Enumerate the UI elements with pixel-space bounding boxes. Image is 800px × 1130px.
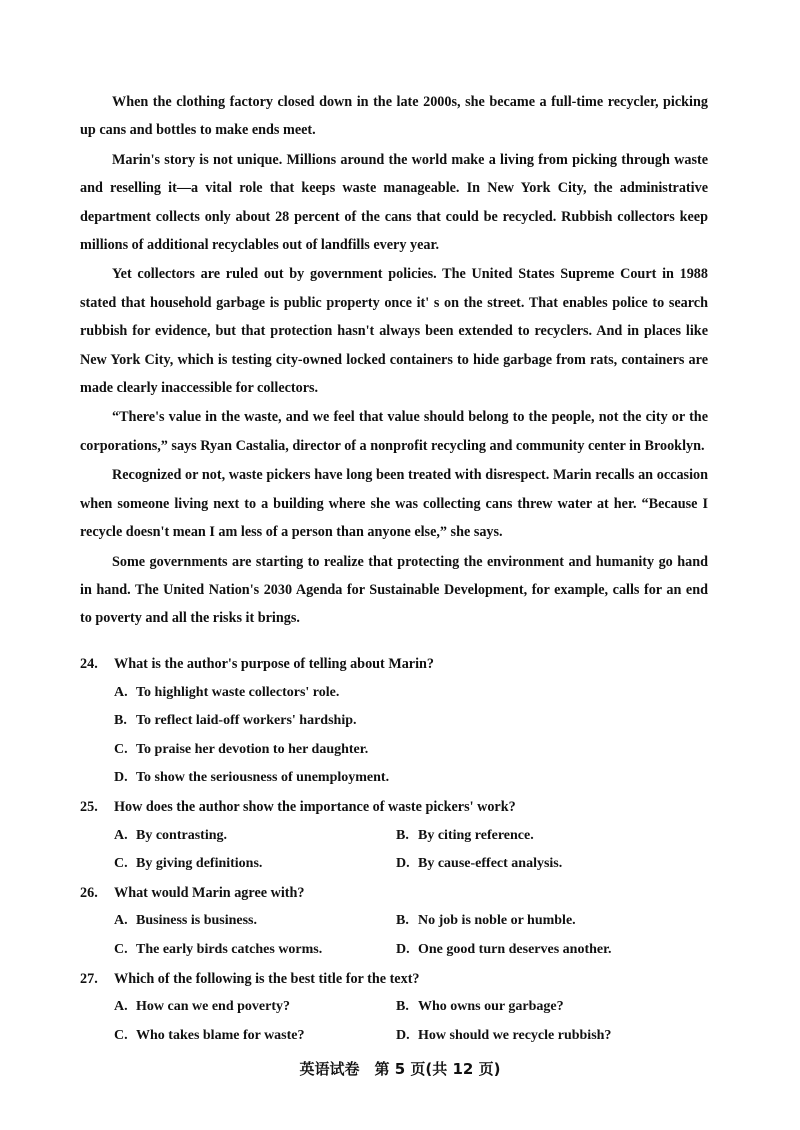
questions-section <box>80 650 720 1050</box>
option-d <box>396 850 706 879</box>
option-text: One good turn deserves another. <box>418 941 612 957</box>
option-text: By citing reference. <box>418 827 534 843</box>
passage-paragraph-5: Recognized or not, waste pickers have long been treated with disrespect. Marin recalls an occasion when someone living next to a building where she was collecting cans threw water at her. “Because I recycle doesn't mean I am less of a person than anyone else,” she says. <box>80 467 708 541</box>
option-letter: B. <box>396 913 409 929</box>
passage-paragraph-1: When the clothing factory closed down in the late 2000s, she became a full-time recycler, picking up cans and bottles to make ends meet. <box>80 94 708 139</box>
option-d <box>396 1022 706 1051</box>
question-stem <box>80 879 720 908</box>
passage-paragraph-2: Marin's story is not unique. Millions around the world make a living from picking through waste and reselling it—a vital role that keeps waste manageable. In New York City, the administrative department collects only about 28 percent of the cans that could be recycled. Rubbish collectors keep millions of additional recyclables out of landfills every year. <box>80 151 708 254</box>
page-footer: 英语试卷 第 5 页(共 12 页) <box>299 1060 501 1078</box>
option-list <box>80 822 720 879</box>
option-letter: B. <box>114 713 127 729</box>
option-text: Who owns our garbage? <box>418 999 564 1015</box>
passage-paragraph-6: Some governments are starting to realize that protecting the environment and humanity go hand in hand. The United Nation's 2030 Agenda for Sustainable Development, for example, calls for an end to poverty and all the risks it brings. <box>80 553 708 627</box>
option-list <box>80 907 720 964</box>
option-c <box>114 736 720 765</box>
option-letter: B. <box>396 827 409 843</box>
question-text: What is the author's purpose of telling about Marin? <box>114 656 435 672</box>
option-text: To praise her devotion to her daughter. <box>136 741 369 757</box>
option-letter: D. <box>396 1027 410 1043</box>
option-d <box>396 936 706 965</box>
option-list <box>80 679 720 793</box>
passage-paragraph-3: Yet collectors are ruled out by government policies. The United States Supreme Court in 1988 stated that household garbage is public property once it' s on the street. That enables police to search rubbish for evidence, but that protection hasn't always been extended to recyclers. And in places like New York City, which is testing city-owned locked containers to hide garbage from rats, containers are made clearly inaccessible for collectors. <box>80 266 708 397</box>
question-stem <box>80 650 720 679</box>
option-text: How should we recycle rubbish? <box>418 1027 612 1043</box>
option-d <box>114 764 720 793</box>
option-letter: C. <box>114 856 128 872</box>
question-stem <box>80 793 720 822</box>
option-text: The early birds catches worms. <box>136 941 323 957</box>
option-a <box>114 907 396 936</box>
option-letter: C. <box>114 741 128 757</box>
option-c <box>114 936 396 965</box>
question-number: 26. <box>80 884 98 901</box>
option-b <box>396 993 706 1022</box>
option-text: To reflect laid-off workers' hardship. <box>136 713 357 729</box>
question-text: Which of the following is the best title for the text? <box>114 970 420 987</box>
option-c <box>114 1022 396 1051</box>
option-c <box>114 850 396 879</box>
option-letter: A. <box>114 684 128 700</box>
option-letter: D. <box>396 856 410 872</box>
option-letter: D. <box>114 770 128 786</box>
option-b <box>396 822 706 851</box>
option-a <box>114 679 720 708</box>
question-stem <box>80 965 720 994</box>
option-text: Who takes blame for waste? <box>136 1027 305 1043</box>
option-b <box>114 707 720 736</box>
option-a <box>114 993 396 1022</box>
option-text: To highlight waste collectors' role. <box>136 684 340 700</box>
question-text: How does the author show the importance of waste pickers' work? <box>114 798 516 815</box>
option-list <box>80 993 720 1050</box>
option-text: How can we end poverty? <box>136 999 290 1015</box>
question-27 <box>80 965 720 1051</box>
option-text: No job is noble or humble. <box>418 913 576 929</box>
option-letter: C. <box>114 1027 128 1043</box>
option-b <box>396 907 706 936</box>
option-letter: A. <box>114 999 128 1015</box>
passage-paragraph-4: “There's value in the waste, and we feel that value should belong to the people, not the city or the corporations,” says Ryan Castalia, director of a nonprofit recycling and community center in Brooklyn. <box>80 409 708 454</box>
option-letter: C. <box>114 941 128 957</box>
question-24 <box>80 650 720 793</box>
option-letter: B. <box>396 999 409 1015</box>
question-25 <box>80 793 720 879</box>
reading-passage <box>80 88 708 634</box>
option-text: By giving definitions. <box>136 856 263 872</box>
question-26 <box>80 879 720 965</box>
option-letter: A. <box>114 827 128 843</box>
option-text: To show the seriousness of unemployment. <box>136 770 390 786</box>
option-text: Business is business. <box>136 913 258 929</box>
question-number: 25. <box>80 798 98 815</box>
option-letter: A. <box>114 913 128 929</box>
question-number: 27. <box>80 970 98 987</box>
question-text: What would Marin agree with? <box>114 884 305 901</box>
option-text: By contrasting. <box>136 827 227 843</box>
option-letter: D. <box>396 941 410 957</box>
question-number: 24. <box>80 656 98 672</box>
option-text: By cause-effect analysis. <box>418 856 563 872</box>
option-a <box>114 822 396 851</box>
